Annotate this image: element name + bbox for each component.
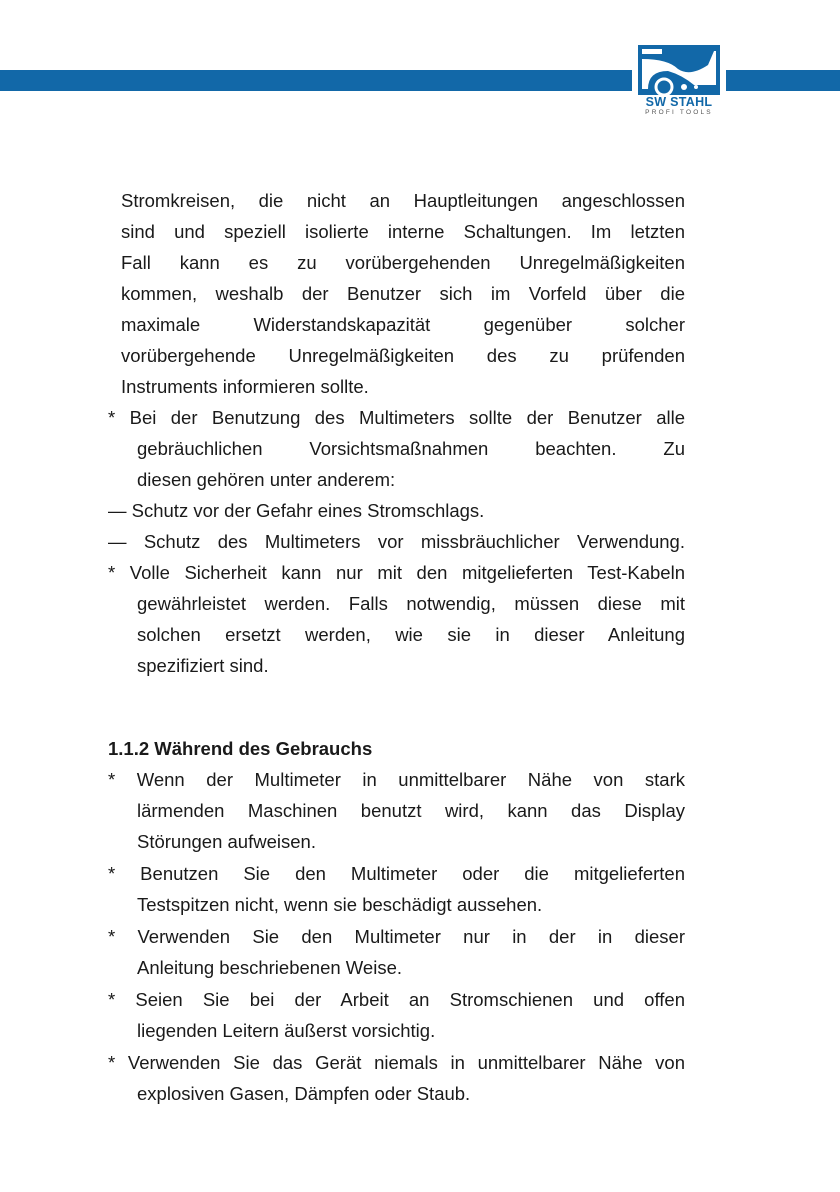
text-line: sind und speziell isolierte interne Schaltungen. Im letzten <box>121 221 685 242</box>
text-line: gewährleistet werden. Falls notwendig, müssen diese mit <box>137 593 685 614</box>
text-line: explosiven Gasen, Dämpfen oder Staub. <box>137 1083 471 1104</box>
text-line: Störungen aufweisen. <box>137 831 316 852</box>
text-line: — Schutz vor der Gefahr eines Stromschlags. <box>108 500 485 521</box>
text-line: Anleitung beschriebenen Weise. <box>137 957 402 978</box>
text-line: solchen ersetzt werden, wie sie in dieser Anleitung <box>137 624 685 645</box>
text-line: Fall kann es zu vorübergehenden Unregelmäßigkeiten <box>121 252 685 273</box>
text-line: vorübergehende Unregelmäßigkeiten des zu prüfenden <box>121 345 685 366</box>
text-line: * Benutzen Sie den Multimeter oder die mitgelieferten <box>108 863 685 884</box>
text-line: * Volle Sicherheit kann nur mit den mitgelieferten Test-Kabeln <box>108 562 685 583</box>
text-line: * Bei der Benutzung des Multimeters sollte der Benutzer alle <box>108 407 685 428</box>
text-line: kommen, weshalb der Benutzer sich im Vorfeld über die <box>121 283 685 304</box>
text-line: * Seien Sie bei der Arbeit an Stromschienen und offen <box>108 989 685 1010</box>
text-line: * Verwenden Sie das Gerät niemals in unmittelbarer Nähe von <box>108 1052 685 1073</box>
logo-tagline: PROFI TOOLS <box>645 109 713 116</box>
text-line: spezifiziert sind. <box>137 655 269 676</box>
text-line: * Wenn der Multimeter in unmittelbarer Nähe von stark <box>108 769 685 790</box>
text-line: gebräuchlichen Vorsichtsmaßnahmen beachten. Zu <box>137 438 685 459</box>
section-heading: 1.1.2 Während des Gebrauchs <box>108 738 373 759</box>
text-line: Testspitzen nicht, wenn sie beschädigt aussehen. <box>137 894 543 915</box>
text-line: liegenden Leitern äußerst vorsichtig. <box>137 1020 436 1041</box>
text-line: Stromkreisen, die nicht an Hauptleitungen angeschlossen <box>121 190 685 211</box>
sw-stahl-logo <box>632 42 726 118</box>
text-line: diesen gehören unter anderem: <box>137 469 396 490</box>
logo-brand-text: SW STAHL <box>645 95 713 109</box>
text-line: lärmenden Maschinen benutzt wird, kann das Display <box>137 800 685 821</box>
logo-icon <box>638 45 720 95</box>
text-line: * Verwenden Sie den Multimeter nur in der in dieser <box>108 926 685 947</box>
text-line: maximale Widerstandskapazität gegenüber solcher <box>121 314 685 335</box>
text-line: — Schutz des Multimeters vor missbräuchlicher Verwendung. <box>108 531 685 552</box>
text-line: Instruments informieren sollte. <box>121 376 369 397</box>
